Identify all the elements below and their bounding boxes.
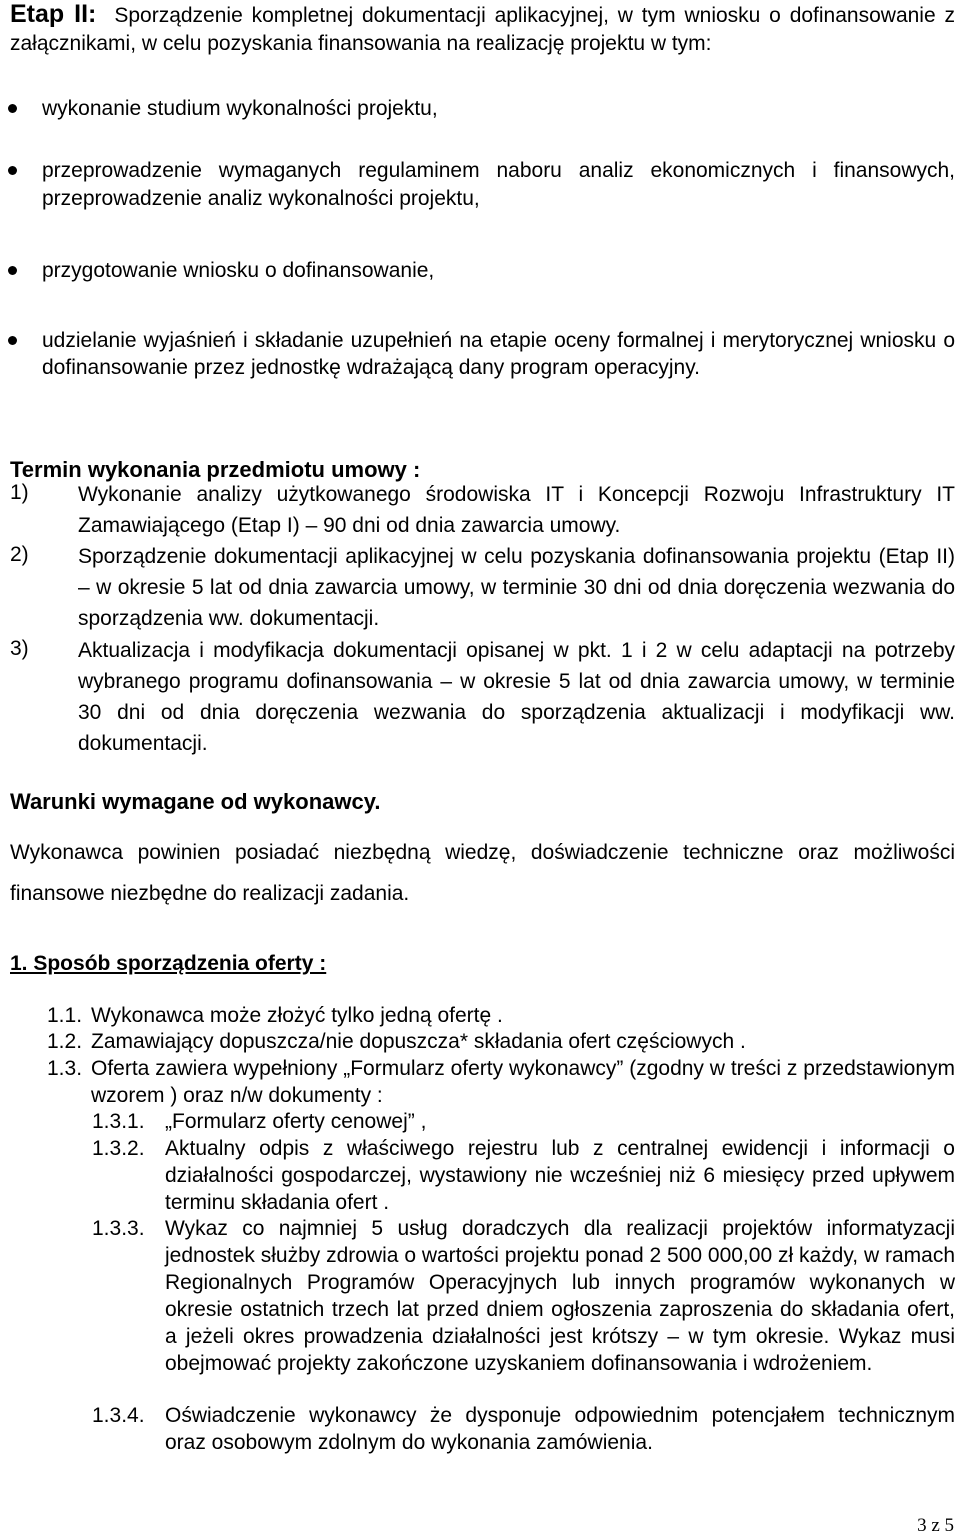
bullet-text: przeprowadzenie wymaganych regulaminem naboru analiz ekonomicznych i finansowych, przeprowadzenie analiz wykonalności projektu, bbox=[42, 159, 955, 210]
etap-text: Sporządzenie kompletnej dokumentacji aplikacyjnej, w tym wniosku o dofinansowanie z załącznikami, w celu pozyskania finansowania na realizację projektu w tym: bbox=[10, 4, 955, 55]
sposob-subitem-number: 1.3.3. bbox=[92, 1217, 145, 1240]
termin-item bbox=[10, 635, 955, 759]
sposob-subitem bbox=[92, 1402, 955, 1456]
sposob-item-text: Oferta zawiera wypełniony „Formularz oferty wykonawcy” (zgodny w treści z przedstawionym wzorem ) oraz n/w dokumenty : bbox=[91, 1057, 955, 1107]
termin-item-text: Wykonanie analizy użytkowanego środowiska IT i Koncepcji Rozwoju Infrastruktury IT Zamawiającego (Etap I) – 90 dni od dnia zawarcia umowy. bbox=[78, 483, 955, 537]
sposob-subitem-text: „Formularz oferty cenowej” , bbox=[165, 1110, 427, 1133]
sposob-item-number: 1.2. bbox=[47, 1030, 83, 1053]
termin-item-text: Sporządzenie dokumentacji aplikacyjnej w celu pozyskania dofinansowania projektu (Etap II) – w okresie 5 lat od dnia zawarcia umowy, w terminie 30 dni od dnia doręczenia wezwania do sporządzenia ww. dokumentacji. bbox=[78, 545, 955, 630]
bullet-dot-icon bbox=[8, 266, 17, 275]
bullet-item bbox=[42, 257, 955, 284]
termin-item bbox=[10, 479, 955, 541]
termin-item-number: 1) bbox=[10, 481, 29, 504]
sposob-subitem-number: 1.3.4. bbox=[92, 1404, 145, 1427]
sposob-subitem bbox=[92, 1108, 955, 1135]
sposob-subitem-text: Aktualny odpis z właściwego rejestru lub z centralnej ewidencji i informacji o działalności gospodarczej, wystawiony nie wcześniej niż 6 miesięcy przed upływem terminu składania ofert . bbox=[165, 1137, 955, 1214]
etap-paragraph bbox=[10, 0, 955, 58]
bullet-item bbox=[42, 157, 955, 213]
sposob-item-number: 1.1. bbox=[47, 1004, 83, 1027]
sposob-heading: 1. Sposób sporządzenia oferty : bbox=[10, 952, 327, 975]
termin-item-number: 3) bbox=[10, 637, 29, 660]
bullet-text: przygotowanie wniosku o dofinansowanie, bbox=[42, 259, 435, 282]
termin-item bbox=[10, 541, 955, 634]
sposob-item bbox=[47, 1028, 955, 1055]
sposob-subitem-number: 1.3.2. bbox=[92, 1137, 145, 1160]
termin-item-number: 2) bbox=[10, 543, 29, 566]
termin-heading: Termin wykonania przedmiotu umowy : bbox=[10, 457, 421, 482]
sposob-item bbox=[47, 1055, 955, 1109]
termin-item-text: Aktualizacja i modyfikacja dokumentacji opisanej w pkt. 1 i 2 w celu adaptacji na potrzeby wybranego programu dofinansowania – w okresie 5 lat od dnia zawarcia umowy, w terminie 30 dni od dnia doręczenia wezwania do sporządzenia aktualizacji i modyfikacji ww. dokumentacji. bbox=[78, 639, 955, 755]
sposob-item-text: Wykonawca może złożyć tylko jedną ofertę . bbox=[91, 1004, 503, 1027]
bullet-dot-icon bbox=[8, 336, 17, 345]
etap-label: Etap II: bbox=[10, 0, 97, 28]
warunki-heading: Warunki wymagane od wykonawcy. bbox=[10, 789, 381, 814]
sposob-subitem bbox=[92, 1135, 955, 1216]
warunki-text: Wykonawca powinien posiadać niezbędną wiedzę, doświadczenie techniczne oraz możliwości finansowe niezbędne do realizacji zadania. bbox=[10, 841, 955, 905]
sposob-item-number: 1.3. bbox=[47, 1057, 83, 1080]
bullet-text: udzielanie wyjaśnień i składanie uzupełnień na etapie oceny formalnej i merytorycznej wniosku o dofinansowanie przez jednostkę wdrażającą dany program operacyjny. bbox=[42, 329, 955, 379]
page-number: 3 z 5 bbox=[917, 1515, 954, 1536]
bullet-item bbox=[42, 327, 955, 381]
sposob-subitem-text: Oświadczenie wykonawcy że dysponuje odpowiednim potencjałem technicznym oraz osobowym zdolnym do wykonania zamówienia. bbox=[165, 1404, 955, 1454]
bullet-dot-icon bbox=[8, 104, 17, 113]
sposob-subitem-text: Wykaz co najmniej 5 usług doradczych dla realizacji projektów informatyzacji jednostek służby zdrowia o wartości projektu ponad 2 500 000,00 zł każdy, w ramach Regionalnych Programów Operacyjnych lub innych programów wykonanych w okresie ostatnich trzech lat przed dniem ogłoszenia zaproszenia do składania ofert, a jeżeli okres prowadzenia działalności jest krótszy – w tym okresie. Wykaz musi obejmować projekty zakończone uzyskaniem dofinansowania i wdrożeniem. bbox=[165, 1217, 955, 1375]
bullet-dot-icon bbox=[8, 166, 17, 175]
bullet-text: wykonanie studium wykonalności projektu, bbox=[42, 97, 438, 120]
sposob-item bbox=[47, 1002, 955, 1029]
bullet-item bbox=[42, 95, 955, 122]
sposob-subitem bbox=[92, 1215, 955, 1377]
sposob-subitem-number: 1.3.1. bbox=[92, 1110, 145, 1133]
sposob-item-text: Zamawiający dopuszcza/nie dopuszcza* składania ofert częściowych . bbox=[91, 1030, 746, 1053]
